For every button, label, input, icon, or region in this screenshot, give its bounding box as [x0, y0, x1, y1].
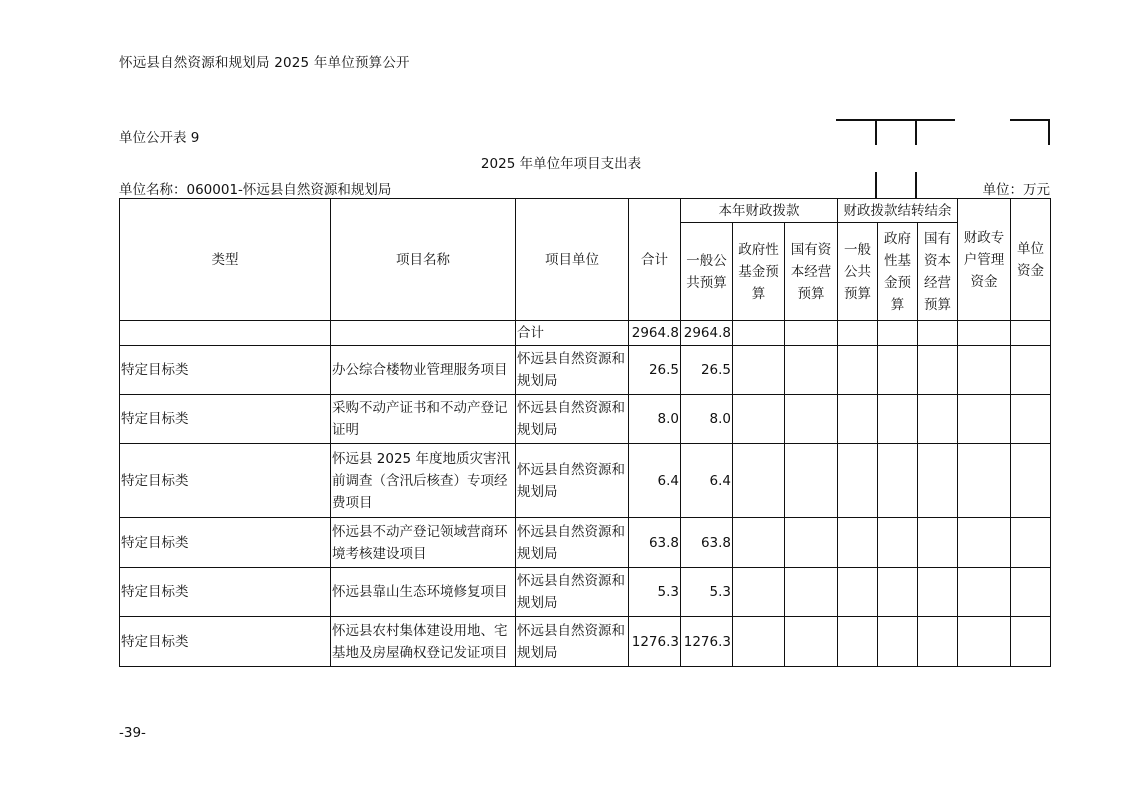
cell-project-unit: 怀远县自然资源和规划局 [516, 395, 629, 444]
ruling-fragment [836, 119, 955, 121]
col-group-carryover: 财政拨款结转结余 [838, 199, 958, 223]
col-group-current-appropriation: 本年财政拨款 [681, 199, 838, 223]
cell-general-budget: 26.5 [681, 346, 733, 395]
ruling-fragment [875, 119, 877, 145]
empty-cell [878, 346, 918, 395]
cell-total: 26.5 [629, 346, 681, 395]
empty-cell [785, 395, 838, 444]
col-header-project-unit: 项目单位 [516, 199, 629, 321]
unit-name-label: 单位名称：060001-怀远县自然资源和规划局 [119, 182, 392, 198]
cell-type: 特定目标类 [120, 395, 331, 444]
page-number: -39- [119, 725, 146, 741]
table-row [120, 444, 1051, 518]
col-header-unit-funds: 单位资金 [1011, 199, 1051, 321]
cell-project-unit: 怀远县自然资源和规划局 [516, 568, 629, 617]
empty-cell [958, 444, 1011, 518]
cell-project-name: 怀远县靠山生态环境修复项目 [331, 568, 516, 617]
project-expenditure-table [119, 198, 1051, 667]
cell-project-name: 怀远县农村集体建设用地、宅基地及房屋确权登记发证项目 [331, 617, 516, 667]
cell-general-budget: 1276.3 [681, 617, 733, 667]
empty-cell [878, 444, 918, 518]
table-row [120, 568, 1051, 617]
cell-project-name: 办公综合楼物业管理服务项目 [331, 346, 516, 395]
empty-cell [918, 518, 958, 568]
empty-cell [1011, 568, 1051, 617]
cell-type: 特定目标类 [120, 444, 331, 518]
cell-project-unit: 怀远县自然资源和规划局 [516, 444, 629, 518]
cell-total: 1276.3 [629, 617, 681, 667]
empty-cell [958, 518, 1011, 568]
empty-cell [878, 395, 918, 444]
ruling-fragment [1048, 119, 1050, 145]
col-header-cur-general: 一般公共预算 [681, 223, 733, 321]
cell-total: 6.4 [629, 444, 681, 518]
empty-cell [958, 321, 1011, 346]
empty-cell [878, 617, 918, 667]
empty-cell [918, 346, 958, 395]
col-header-special-account: 财政专户管理资金 [958, 199, 1011, 321]
empty-cell [838, 321, 878, 346]
empty-cell [878, 518, 918, 568]
total-row [120, 321, 1051, 346]
empty-cell [838, 395, 878, 444]
empty-cell [838, 444, 878, 518]
empty-cell [1011, 321, 1051, 346]
total-row-general-budget: 2964.8 [681, 321, 733, 346]
cell-type: 特定目标类 [120, 617, 331, 667]
col-header-type: 类型 [120, 199, 331, 321]
total-row-name [331, 321, 516, 346]
cell-general-budget: 5.3 [681, 568, 733, 617]
cell-project-name: 采购不动产证书和不动产登记证明 [331, 395, 516, 444]
empty-cell [785, 617, 838, 667]
cell-project-unit: 怀远县自然资源和规划局 [516, 346, 629, 395]
empty-cell [733, 346, 785, 395]
cell-type: 特定目标类 [120, 568, 331, 617]
empty-cell [785, 321, 838, 346]
empty-cell [838, 518, 878, 568]
empty-cell [1011, 444, 1051, 518]
empty-cell [958, 395, 1011, 444]
table-row [120, 617, 1051, 667]
empty-cell [958, 617, 1011, 667]
ruling-fragment [915, 119, 917, 145]
empty-cell [785, 346, 838, 395]
col-header-cur-state-capital: 国有资本经营预算 [785, 223, 838, 321]
ruling-fragment [875, 172, 877, 198]
ruling-fragment [1010, 119, 1050, 121]
empty-cell [733, 395, 785, 444]
table-title: 2025 年单位年项目支出表 [480, 156, 642, 172]
cell-general-budget: 63.8 [681, 518, 733, 568]
empty-cell [878, 321, 918, 346]
currency-unit-label: 单位：万元 [982, 182, 1050, 198]
empty-cell [838, 617, 878, 667]
table-code-label: 单位公开表 9 [119, 130, 200, 146]
empty-cell [958, 346, 1011, 395]
col-header-co-general: 一般公共预算 [838, 223, 878, 321]
cell-general-budget: 6.4 [681, 444, 733, 518]
cell-general-budget: 8.0 [681, 395, 733, 444]
cell-type: 特定目标类 [120, 346, 331, 395]
empty-cell [1011, 617, 1051, 667]
empty-cell [1011, 346, 1051, 395]
cell-project-name: 怀远县不动产登记领域营商环境考核建设项目 [331, 518, 516, 568]
empty-cell [838, 568, 878, 617]
col-header-co-state-capital: 国有资本经营预算 [918, 223, 958, 321]
cell-total: 5.3 [629, 568, 681, 617]
empty-cell [733, 321, 785, 346]
empty-cell [733, 444, 785, 518]
empty-cell [918, 617, 958, 667]
cell-type: 特定目标类 [120, 518, 331, 568]
empty-cell [918, 568, 958, 617]
col-header-total: 合计 [629, 199, 681, 321]
empty-cell [785, 568, 838, 617]
cell-total: 8.0 [629, 395, 681, 444]
empty-cell [733, 568, 785, 617]
cell-project-unit: 怀远县自然资源和规划局 [516, 518, 629, 568]
document-header-title: 怀远县自然资源和规划局 2025 年单位预算公开 [119, 55, 410, 71]
ruling-fragment [915, 172, 917, 198]
empty-cell [785, 518, 838, 568]
total-row-label: 合计 [516, 321, 629, 346]
total-row-type [120, 321, 331, 346]
empty-cell [733, 518, 785, 568]
empty-cell [918, 444, 958, 518]
cell-project-unit: 怀远县自然资源和规划局 [516, 617, 629, 667]
cell-total: 63.8 [629, 518, 681, 568]
empty-cell [918, 395, 958, 444]
total-row-total: 2964.8 [629, 321, 681, 346]
cell-project-name: 怀远县 2025 年度地质灾害汛前调查（含汛后核查）专项经费项目 [331, 444, 516, 518]
empty-cell [918, 321, 958, 346]
col-header-co-gov-fund: 政府性基金预算 [878, 223, 918, 321]
table-row [120, 395, 1051, 444]
empty-cell [878, 568, 918, 617]
empty-cell [958, 568, 1011, 617]
col-header-cur-gov-fund: 政府性基金预算 [733, 223, 785, 321]
table-row [120, 346, 1051, 395]
empty-cell [1011, 518, 1051, 568]
empty-cell [838, 346, 878, 395]
empty-cell [733, 617, 785, 667]
empty-cell [1011, 395, 1051, 444]
empty-cell [785, 444, 838, 518]
col-header-project-name: 项目名称 [331, 199, 516, 321]
table-row [120, 518, 1051, 568]
